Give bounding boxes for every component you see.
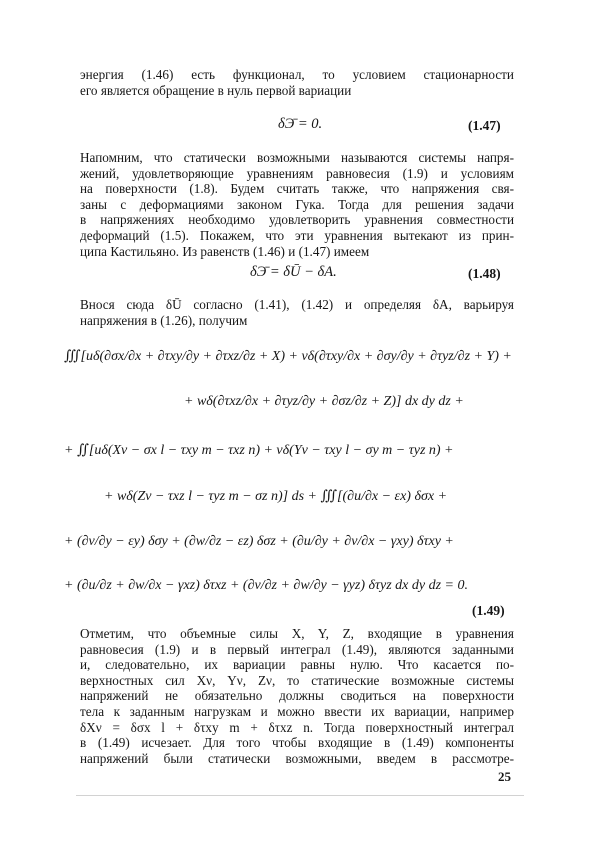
text-line: жений, удовлетворяющие уравнениям равновесия (1.9) и условиям bbox=[80, 165, 514, 181]
text-line: заны с деформациями законом Гука. Тогда для решения задачи bbox=[80, 196, 514, 212]
text-line: напряжений не обязательно должны сводиться на поверхности bbox=[80, 688, 514, 704]
text-line: его является обращение в нуль первой вариации bbox=[80, 82, 352, 98]
text-line: энергия (1.46) есть функционал, то условием стационарности bbox=[80, 67, 514, 82]
equation-line: + (∂u/∂z + ∂w/∂x − γxz) δτxz + (∂v/∂z + ∂w/∂y − γyz) δτyz dx dy dz = 0. bbox=[64, 578, 468, 593]
text-line: напряжения в (1.26), получим bbox=[80, 312, 248, 328]
equation-line: + wδ(∂τxz/∂x + ∂τyz/∂y + ∂σz/∂z + Z)] dx dy dz + bbox=[184, 394, 464, 409]
equation-1-47: δЭ̄ = 0. bbox=[278, 116, 323, 132]
text-line: напряжений были статически возможными, введем в рассмотре- bbox=[80, 750, 514, 766]
text-line: тела к заданным нагрузкам и можно ввести их вариации, например bbox=[80, 703, 514, 719]
text-line: Напомним, что статически возможными называются системы напря- bbox=[80, 150, 514, 165]
paragraph-1 bbox=[80, 67, 514, 98]
equation-line: + (∂v/∂y − εy) δσy + (∂w/∂z − εz) δσz + (∂u/∂y + ∂v/∂x − γxy) δτxy + bbox=[64, 534, 454, 549]
bottom-rule bbox=[76, 795, 524, 796]
paragraph-3 bbox=[80, 297, 514, 328]
text-line: равновесия (1.9) и в первый интеграл (1.49), являются заданными bbox=[80, 641, 514, 657]
paragraph-4 bbox=[80, 626, 514, 766]
text-line: Отметим, что объемные силы X, Y, Z, входящие в уравнения bbox=[80, 626, 514, 641]
equation-number-1-49: (1.49) bbox=[472, 603, 505, 618]
equation-number-1-48: (1.48) bbox=[468, 266, 501, 281]
equation-number-1-47: (1.47) bbox=[468, 118, 501, 133]
text-line: верхностных сил Xν, Yν, Zν, то статические возможные системы bbox=[80, 672, 514, 688]
text-line: δXν = δσx l + δτxy m + δτxz n. Тогда поверхностный интеграл bbox=[80, 719, 514, 735]
page-number: 25 bbox=[498, 769, 511, 784]
text-line: в напряжениях необходимо удовлетворить уравнения совместности bbox=[80, 212, 514, 228]
text-line: деформаций (1.5). Покажем, что эти уравнения вытекают из прин- bbox=[80, 227, 514, 243]
text-line: на поверхности (1.8). Будем считать также, что напряжения свя- bbox=[80, 181, 514, 197]
equation-1-49 bbox=[64, 338, 524, 608]
text-line: ципа Кастильяно. Из равенств (1.46) и (1.47) имеем bbox=[80, 243, 370, 259]
equation-line: ∭[uδ(∂σx/∂x + ∂τxy/∂y + ∂τxz/∂z + X) + vδ(∂τxy/∂x + ∂σy/∂y + ∂τyz/∂z + Y) + bbox=[64, 349, 512, 364]
equation-line: + ∬[uδ(Xν − σx l − τxy m − τxz n) + vδ(Yν − τxy l − σy m − τyz n) + bbox=[64, 443, 454, 458]
text-line: в (1.49) исчезает. Для того чтобы входящие в (1.49) компоненты bbox=[80, 735, 514, 751]
paragraph-2 bbox=[80, 150, 514, 259]
equation-line: + wδ(Zν − τxz l − τyz m − σz n)] ds + ∭[(∂u/∂x − εx) δσx + bbox=[104, 489, 448, 504]
text-line: и, следовательно, их вариации равны нулю. Что касается по- bbox=[80, 657, 514, 673]
equation-1-48: δЭ̄ = δŪ − δA. bbox=[250, 264, 337, 280]
text-line: Внося сюда δŪ согласно (1.41), (1.42) и определяя δA, варьируя bbox=[80, 297, 514, 312]
